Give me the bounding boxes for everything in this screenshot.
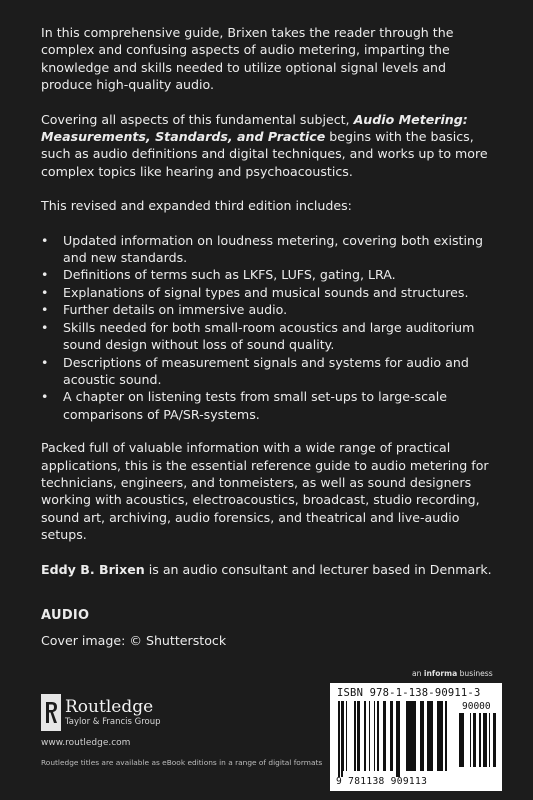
ebook-note: Routledge titles are available as eBook editions in a range of digital formats [41,758,323,767]
barcode-bar [440,701,442,771]
list-item: • Descriptions of measurement signals and systems for audio and acoustic sound. [41,354,501,389]
barcode-bar [377,701,378,771]
barcode-bar [432,701,433,771]
coverage-lead: Covering all aspects of this fundamental subject, [41,111,354,127]
barcode-bar [398,701,400,777]
informa-prefix: an [412,669,424,678]
barcode-bar [428,701,430,771]
barcode-bar [489,713,490,767]
list-item: • Definitions of terms such as LKFS, LUFS, gating, LRA. [41,266,501,283]
list-item: • A chapter on listening tests from small set-ups to large-scale comparisons of PA/SR-systems. [41,388,501,423]
list-item: • Updated information on loudness metering, covering both existing and new standards. [41,232,501,267]
barcode-bar [442,701,443,771]
barcode-bar [369,701,370,771]
publisher-group: Taylor & Francis Group [65,717,161,727]
author-bio-text: is an audio consultant and lecturer based in Denmark. [144,561,492,577]
barcode-bar [437,701,440,771]
barcode-bar [383,701,386,771]
barcode-bar [354,701,356,771]
author-name: Eddy B. Brixen [41,561,145,577]
barcode-area [330,669,502,791]
publisher-logo [41,694,301,731]
barcode-bar [390,701,393,771]
author-bio [41,561,501,578]
barcode-bar [420,701,423,771]
subject-category: AUDIO [41,607,90,623]
barcode-bar [430,701,432,771]
list-item: • Skills needed for both small-room acoustics and large auditorium sound design without loss of sound quality. [41,319,501,354]
barcode-bar [357,701,360,771]
barcode-bar [364,701,366,771]
book-title: Audio Metering: Measurements, Standards, and Practice [41,111,468,145]
barcode-bar [413,701,416,771]
barcode-bar [423,701,424,771]
closing-paragraph: Packed full of valuable information with a wide range of practical applications, this is the essential reference guide to audio metering for technicians, engineers, and tonmeisters, as well as sound designers working with acoustics, electroacoustics, broadcast, studio recording, sound art, archiving, audio forensics, and theatrical and live-audio setups. [41,440,489,543]
coverage-tail: begins with the basics, such as audio definitions and digital techniques, and works up to more complex topics like hearing and psychoacoustics. [41,129,488,179]
barcode-bar [407,701,410,771]
barcode-bar [445,701,447,771]
barcode-bar [374,701,375,771]
isbn-barcode [330,683,502,791]
back-cover-text [41,24,501,648]
list-item: • Explanations of signal types and musical sounds and structures. [41,284,501,301]
publisher-url[interactable]: www.routledge.com [41,738,131,748]
publisher-block [41,694,301,748]
barcode-bar [473,713,476,767]
barcode-bar [459,713,462,767]
barcode-bars [338,701,454,777]
barcode-bar [470,713,471,767]
barcode-bar [343,701,344,771]
barcode-bar [341,701,343,777]
informa-tagline [412,669,502,678]
barcode-number: 9 781138 909113 [336,776,428,787]
barcode-bar [462,713,464,767]
cover-credit: Cover image: © Shutterstock [41,632,227,648]
barcode-bar [378,701,379,771]
barcode-bar [346,701,347,771]
barcode-bar [406,701,407,771]
barcode-addon-number: 90000 [462,701,491,712]
informa-brand: informa [423,669,458,678]
barcode-bar [396,701,398,777]
intro-paragraph: In this comprehensive guide, Brixen takes the reader through the complex and confusing aspects of audio metering, imparting the knowledge and skills needed to utilize optional signal levels and produce high-quality audio. [41,25,454,93]
barcode-bar [338,701,340,777]
list-item: • Further details on immersive audio. [41,301,501,318]
publisher-name: Routledge [65,697,154,717]
barcode-bar [479,713,481,767]
edition-intro: This revised and expanded third edition includes: [41,198,352,214]
feature-list [41,232,501,423]
barcode-bar [493,713,496,767]
barcode-bar [410,701,413,771]
informa-suffix: business [457,669,493,678]
barcode-bar [483,713,484,767]
barcode-addon-bars [459,713,497,773]
routledge-r-icon [41,694,61,731]
barcode-bar [427,701,428,771]
coverage-paragraph [41,111,501,181]
isbn-label: ISBN 978-1-138-90911-3 [337,687,481,699]
barcode-bar [484,713,487,767]
